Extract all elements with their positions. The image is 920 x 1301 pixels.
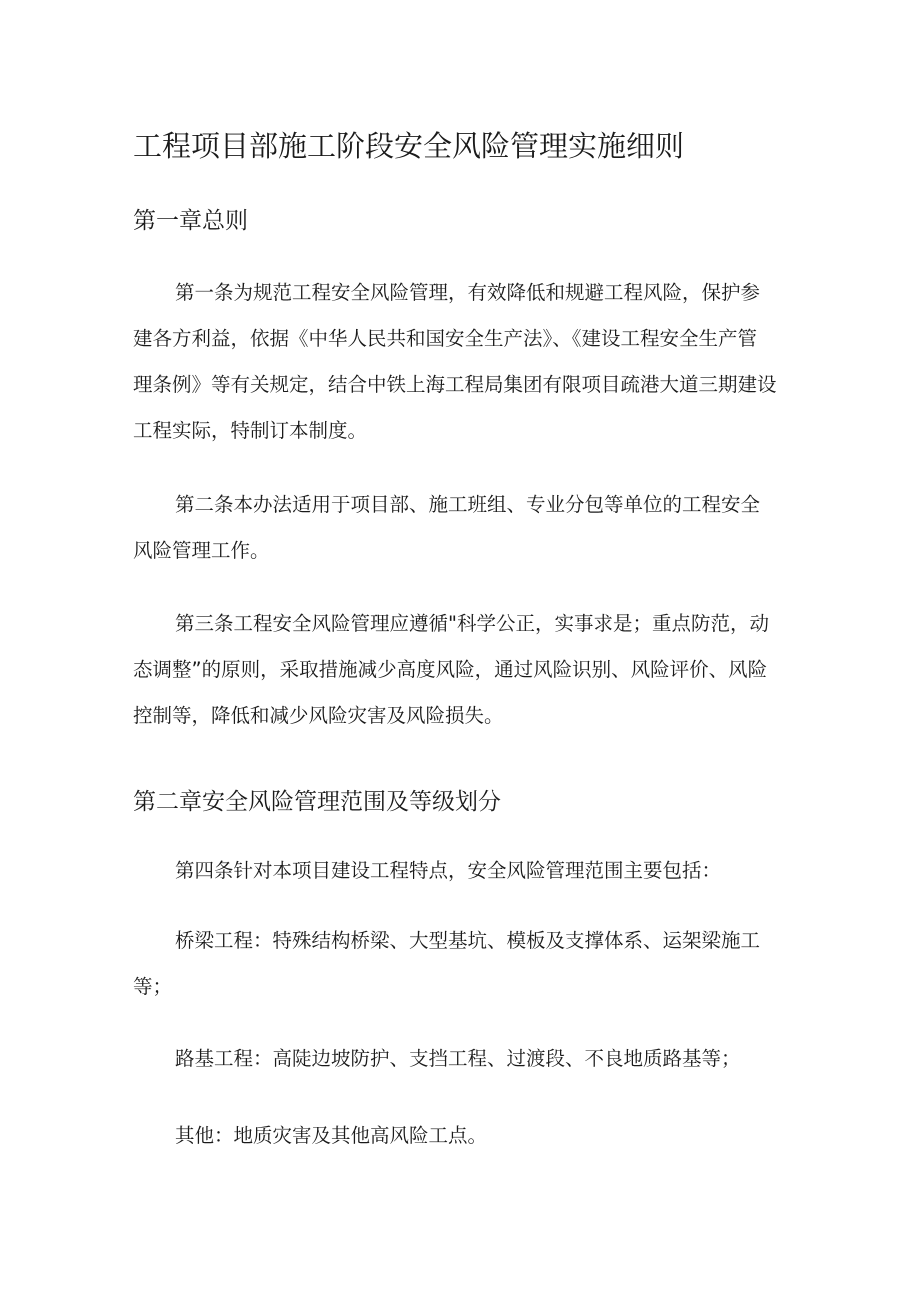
article-1-line: 工程实际，特制订本制度。 — [133, 419, 368, 442]
article-2-paragraph — [133, 482, 793, 574]
chapter-2-heading: 第二章安全风险管理范围及等级划分 — [133, 789, 501, 815]
article-3-line: 控制等，降低和减少风险灾害及风险损失。 — [133, 704, 504, 727]
other-works-paragraph: 其他：地质灾害及其他高风险工点。 — [175, 1124, 488, 1147]
article-1-line: 理条例》等有关规定，结合中铁上海工程局集团有限项目疏港大道三期建设 — [133, 373, 777, 396]
article-1-line: 建各方利益，依据《中华人民共和国安全生产法》、《建设工程安全生产管 — [133, 327, 758, 350]
article-2-line: 第二条本办法适用于项目部、施工班组、专业分包等单位的工程安全 — [175, 493, 761, 516]
article-1-paragraph — [133, 270, 793, 454]
roadbed-works-paragraph: 路基工程：高陡边坡防护、支挡工程、过渡段、不良地质路基等； — [175, 1047, 741, 1070]
article-2-line: 风险管理工作。 — [133, 539, 270, 562]
article-3-line: 态调整”的原则，采取措施减少高度风险，通过风险识别、风险评价、风险 — [133, 658, 768, 681]
bridge-works-line: 等； — [133, 975, 173, 998]
bridge-works-line: 桥梁工程：特殊结构桥梁、大型基坑、模板及支撑体系、运架梁施工 — [175, 929, 761, 952]
chapter-1-heading: 第一章总则 — [133, 208, 248, 234]
bridge-works-paragraph — [133, 918, 793, 1010]
article-4-paragraph: 第四条针对本项目建设工程特点，安全风险管理范围主要包括： — [175, 859, 722, 882]
article-3-line: 第三条工程安全风险管理应遵循"科学公正，实事求是；重点防范，动 — [175, 612, 769, 635]
document-title: 工程项目部施工阶段安全风险管理实施细则 — [133, 129, 685, 163]
article-3-paragraph — [133, 601, 793, 739]
article-1-line: 第一条为规范工程安全风险管理，有效降低和规避工程风险，保护参 — [175, 281, 761, 304]
